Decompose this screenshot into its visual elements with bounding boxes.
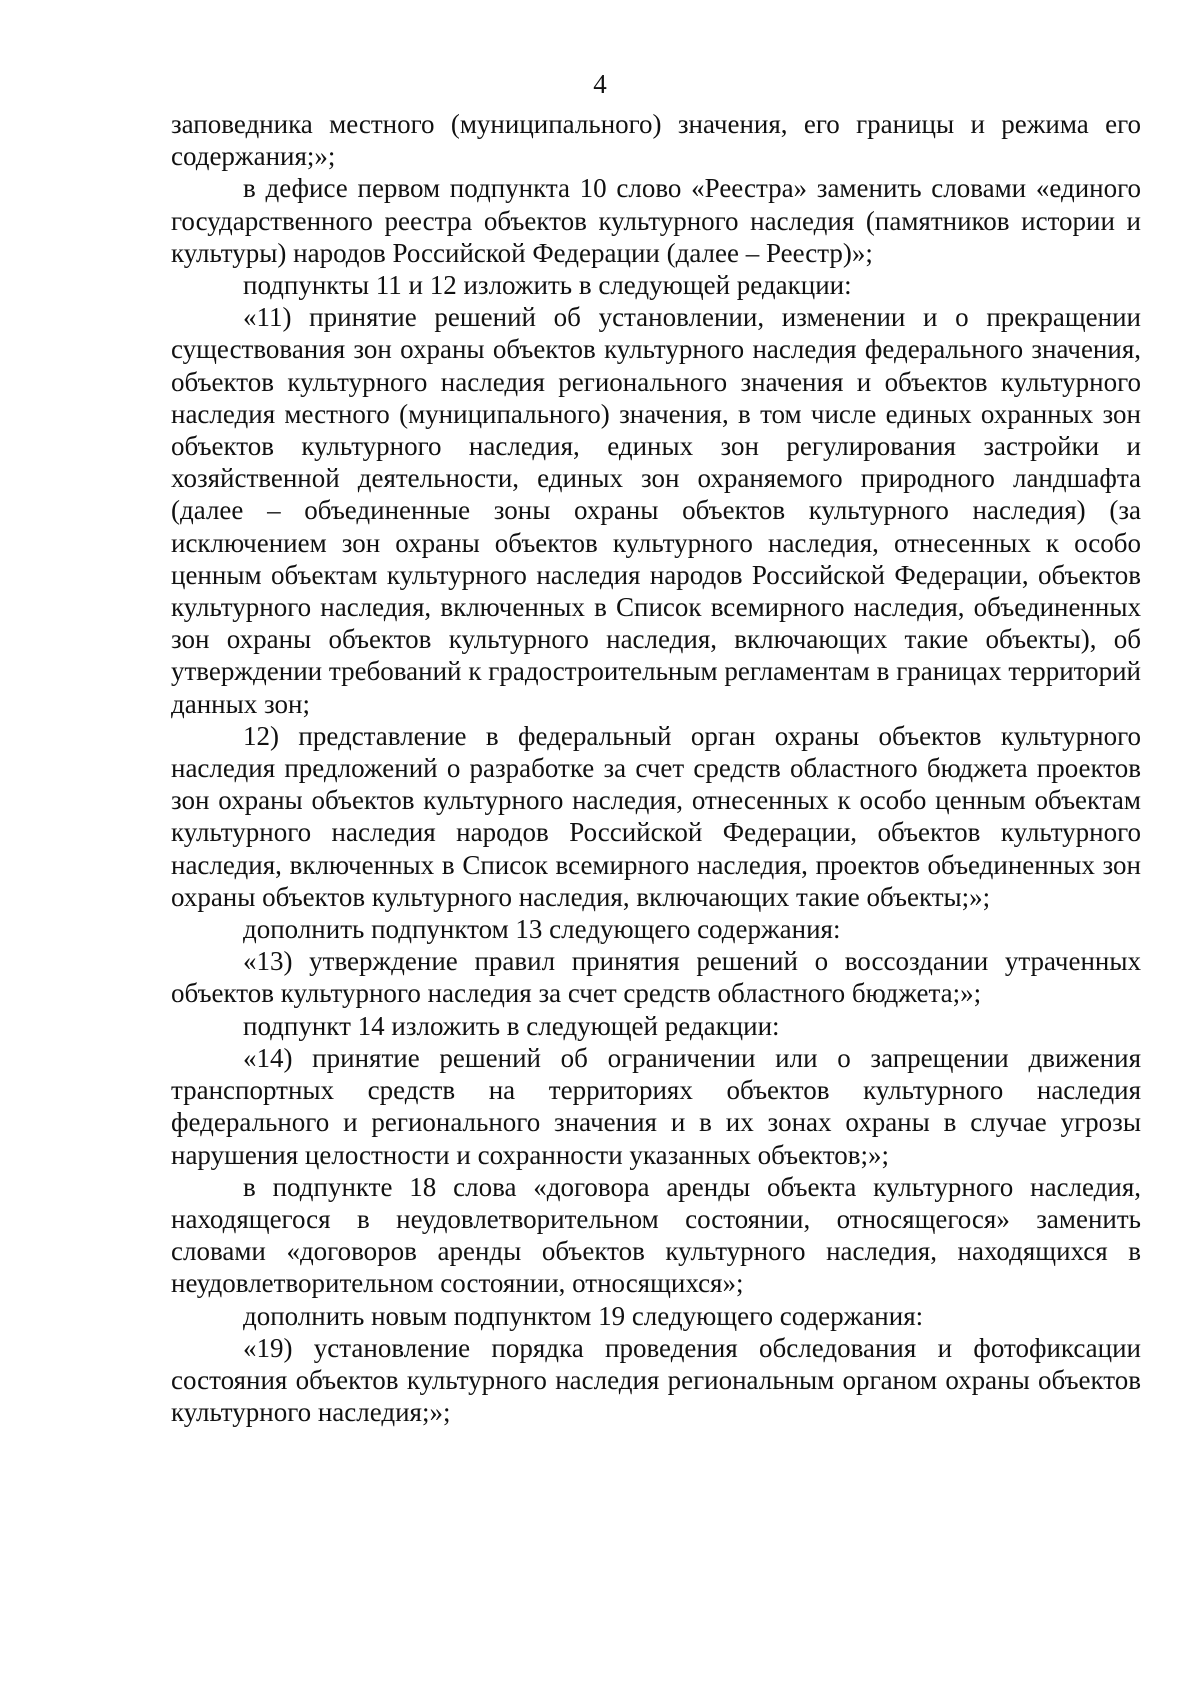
paragraph-continuation: заповедника местного (муниципального) значения, его границы и режима его содержания;»; [171, 109, 1141, 172]
page-number: 4 [593, 69, 607, 99]
document-body [171, 108, 1141, 1428]
paragraph-item-14: «14) принятие решений об ограничении или о запрещении движения транспортных средств на территориях объектов культурного наследия федерального и регионального значения и в их зонах охраны в случае угрозы нарушения целостности и сохранности указанных объектов;»; [171, 1042, 1141, 1170]
paragraph-instruction-item-13: дополнить подпунктом 13 следующего содержания: [243, 914, 841, 945]
paragraph-item-19: «19) установление порядка проведения обследования и фотофиксации состояния объектов культурного наследия региональным органом охраны объектов культурного наследия;»; [171, 1332, 1141, 1428]
paragraph-instruction-item-14: подпункт 14 изложить в следующей редакции: [243, 1010, 780, 1041]
paragraph-amendment-item-10: в дефисе первом подпункта 10 слово «Реестра» заменить словами «единого государственного реестра объектов культурного наследия (памятников истории и культуры) народов Российской Федерации (далее – Реестр)»; [171, 173, 1141, 268]
paragraph-item-12: 12) представление в федеральный орган охраны объектов культурного наследия предложений о разработке за счет средств областного бюджета проектов зон охраны объектов культурного наследия, отнесенных к особо ценным объектам культурного наследия народов Российской Федерации, объектов культурного наследия, включенных в Список всемирного наследия, проектов объединенных зон охраны объектов культурного наследия, включающих такие объекты;»; [171, 720, 1141, 912]
paragraph-amendment-item-18: в подпункте 18 слова «договора аренды объекта культурного наследия, находящегося в неудовлетворительном состоянии, относящегося» заменить словами «договоров аренды объектов культурного наследия, находящихся в неудовлетворительном состоянии, относящихся»; [171, 1171, 1141, 1299]
paragraph-item-13: «13) утверждение правил принятия решений о воссоздании утраченных объектов культурного наследия за счет средств областного бюджета;»; [171, 946, 1141, 1009]
paragraph-instruction-items-11-12: подпункты 11 и 12 изложить в следующей редакции: [243, 270, 852, 301]
paragraph-instruction-item-19: дополнить новым подпунктом 19 следующего содержания: [243, 1300, 924, 1331]
paragraph-item-11: «11) принятие решений об установлении, изменении и о прекращении существования зон охраны объектов культурного наследия федерального значения, объектов культурного наследия регионального значения и объектов культурного наследия местного (муниципального) значения, в том числе единых охранных зон объектов культурного наследия, единых зон регулирования застройки и хозяйственной деятельности, единых зон охраняемого природного ландшафта (далее – объединенные зоны охраны объектов культурного наследия) (за исключением зон охраны объектов культурного наследия, отнесенных к особо ценным объектам культурного наследия народов Российской Федерации, объектов культурного наследия, включенных в Список всемирного наследия, объединенных зон охраны объектов культурного наследия, включающих такие объекты), об утверждении требований к градостроительным регламентам в границах территорий данных зон; [171, 302, 1141, 719]
